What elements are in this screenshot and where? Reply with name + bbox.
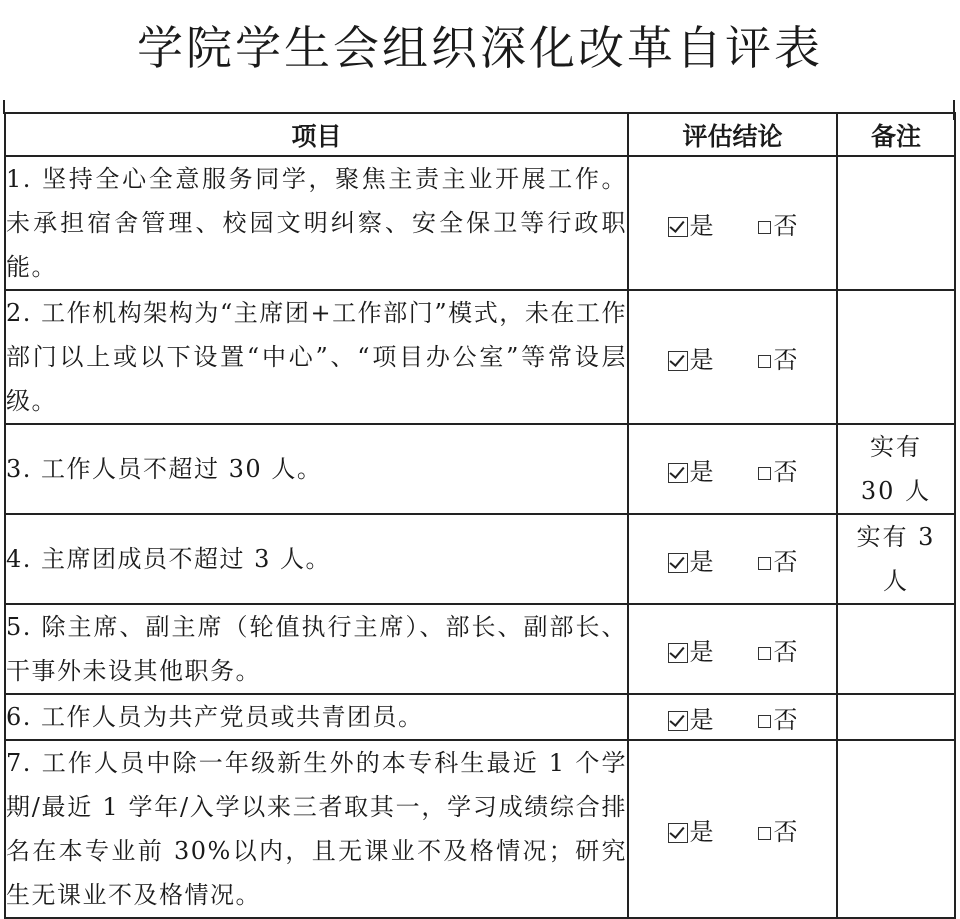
checkbox-icon[interactable] (758, 355, 771, 368)
yes-label: 是 (689, 817, 714, 846)
table-row (5, 604, 955, 694)
row-conclusion (628, 424, 837, 514)
yes-option[interactable] (668, 632, 714, 667)
table-row (5, 156, 955, 290)
checkbox-icon[interactable] (758, 557, 771, 570)
yes-label: 是 (689, 637, 714, 666)
yes-option[interactable] (668, 340, 714, 375)
self-evaluation-table (4, 112, 956, 919)
page-title: 学院学生会组织深化改革自评表 (137, 21, 823, 75)
row-note (837, 604, 955, 694)
row-note (837, 740, 955, 918)
checkbox-icon[interactable] (758, 647, 771, 660)
row-item-text: 5. 除主席、副主席（轮值执行主席）、部长、副部长、干事外未设其他职务。 (5, 604, 628, 694)
checked-box-icon[interactable] (668, 823, 688, 843)
no-option[interactable] (758, 638, 798, 666)
no-label: 否 (773, 637, 798, 666)
no-option[interactable] (758, 706, 798, 734)
checked-box-icon[interactable] (668, 711, 688, 731)
yes-option[interactable] (668, 812, 714, 847)
row-conclusion (628, 290, 837, 424)
yes-label: 是 (689, 345, 714, 374)
row-item-text: 7. 工作人员中除一年级新生外的本专科生最近 1 个学期/最近 1 学年/入学以来三者取其一，学习成绩综合排名在本专业前 30%以内，且无课业不及格情况；研究生无课业不及格情况。 (5, 740, 628, 918)
no-option[interactable] (758, 458, 798, 486)
row-conclusion (628, 740, 837, 918)
row-note: 实有 30 人 (837, 424, 955, 514)
table-row (5, 424, 955, 514)
yes-option[interactable] (668, 700, 714, 735)
table-row (5, 740, 955, 918)
row-item-text: 3. 工作人员不超过 30 人。 (5, 424, 628, 514)
checkbox-icon[interactable] (758, 221, 771, 234)
no-label: 否 (773, 211, 798, 240)
no-option[interactable] (758, 818, 798, 846)
no-option[interactable] (758, 346, 798, 374)
no-label: 否 (773, 705, 798, 734)
yes-label: 是 (689, 705, 714, 734)
row-conclusion (628, 694, 837, 740)
row-note (837, 156, 955, 290)
checkbox-icon[interactable] (758, 827, 771, 840)
row-item-text: 4. 主席团成员不超过 3 人。 (5, 514, 628, 604)
row-note (837, 290, 955, 424)
row-conclusion (628, 604, 837, 694)
header-note: 备注 (837, 113, 955, 156)
no-option[interactable] (758, 548, 798, 576)
header-conclusion: 评估结论 (628, 113, 837, 156)
yes-option[interactable] (668, 542, 714, 577)
no-label: 否 (773, 457, 798, 486)
row-conclusion (628, 156, 837, 290)
checked-box-icon[interactable] (668, 553, 688, 573)
checked-box-icon[interactable] (668, 217, 688, 237)
checkbox-icon[interactable] (758, 467, 771, 480)
no-label: 否 (773, 547, 798, 576)
table-header-row (5, 113, 955, 156)
checkbox-icon[interactable] (758, 715, 771, 728)
yes-label: 是 (689, 457, 714, 486)
row-item-text: 1. 坚持全心全意服务同学，聚焦主责主业开展工作。未承担宿舍管理、校园文明纠察、安全保卫等行政职能。 (5, 156, 628, 290)
no-label: 否 (773, 345, 798, 374)
row-conclusion (628, 514, 837, 604)
checked-box-icon[interactable] (668, 463, 688, 483)
yes-option[interactable] (668, 206, 714, 241)
row-item-text: 2. 工作机构架构为“主席团+工作部门”模式，未在工作部门以上或以下设置“中心”、“项目办公室”等常设层级。 (5, 290, 628, 424)
yes-option[interactable] (668, 452, 714, 487)
header-item: 项目 (5, 113, 628, 156)
row-note (837, 694, 955, 740)
table-row (5, 290, 955, 424)
no-option[interactable] (758, 212, 798, 240)
checked-box-icon[interactable] (668, 351, 688, 371)
row-note: 实有 3 人 (837, 514, 955, 604)
yes-label: 是 (689, 547, 714, 576)
table-row (5, 514, 955, 604)
no-label: 否 (773, 817, 798, 846)
table-row (5, 694, 955, 740)
yes-label: 是 (689, 211, 714, 240)
checked-box-icon[interactable] (668, 643, 688, 663)
row-item-text: 6. 工作人员为共产党员或共青团员。 (5, 694, 628, 740)
